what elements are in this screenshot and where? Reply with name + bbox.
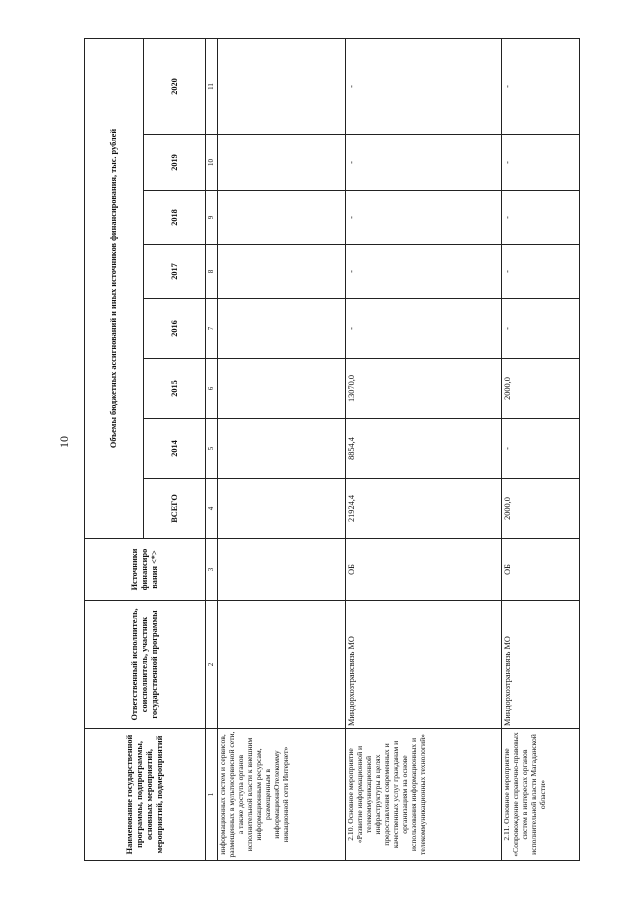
column-number: 1 [206, 729, 218, 861]
header-year: 2020 [144, 38, 206, 134]
row-value: - [502, 419, 580, 479]
table-row [502, 38, 580, 860]
header-year: 2014 [144, 419, 206, 479]
column-number: 6 [206, 359, 218, 419]
row-value: - [346, 135, 502, 191]
header-source: Источники финансиро вания <*> [85, 539, 206, 601]
row-name: информационных систем и сервисов, размещенных в мультисервисной сети, а также доступа органов исполнительной власти к внешним информационным ресурсам, размещенным в информационнОтелекомму никационной сети Интернет» [218, 729, 346, 861]
column-number: 10 [206, 135, 218, 191]
page-number: 10 [57, 436, 71, 448]
row-value: 2000,0 [502, 479, 580, 539]
row-value: - [346, 191, 502, 245]
row-value [218, 135, 346, 191]
row-value [218, 479, 346, 539]
row-value: - [502, 245, 580, 299]
header-year: 2019 [144, 135, 206, 191]
row-executor: Миндорхозтрансвязь МО [346, 601, 502, 729]
row-source: ОБ [502, 539, 580, 601]
row-executor: Миндорхозтрансвязь МО [502, 601, 580, 729]
row-value [218, 245, 346, 299]
header-year: 2016 [144, 299, 206, 359]
row-value [218, 38, 346, 134]
financing-table [84, 38, 580, 861]
row-value [218, 419, 346, 479]
row-value [218, 191, 346, 245]
column-number: 8 [206, 245, 218, 299]
row-value: - [346, 38, 502, 134]
row-executor [218, 601, 346, 729]
column-number: 3 [206, 539, 218, 601]
row-value: 13070,0 [346, 359, 502, 419]
header-year: 2015 [144, 359, 206, 419]
row-value: - [346, 245, 502, 299]
column-number: 9 [206, 191, 218, 245]
header-name: Наименование государственной программы, подпрограммы, основных мероприятий, мероприятий, подмероприятий [85, 729, 206, 861]
header-volumes: Объемы бюджетных ассигнований и иных источников финансирования, тыс. рублей [85, 38, 144, 538]
header-year: 2017 [144, 245, 206, 299]
header-total: ВСЕГО [144, 479, 206, 539]
row-value [218, 299, 346, 359]
row-source: ОБ [346, 539, 502, 601]
row-name: 2.11. Основное мероприятие «Сопровождение справочно-правовых систем в интересах органов исполнительной власти Магаданской области» [502, 729, 580, 861]
header-executor: Ответственный исполнитель, соисполнитель, участник государственной программы [85, 601, 206, 729]
rotated-table-container [84, 39, 552, 861]
row-value: 2000,0 [502, 359, 580, 419]
table-row [218, 38, 346, 860]
row-value: - [502, 299, 580, 359]
column-number: 11 [206, 38, 218, 134]
row-source [218, 539, 346, 601]
row-value: - [502, 38, 580, 134]
row-value: 21924,4 [346, 479, 502, 539]
row-value: - [502, 135, 580, 191]
header-year: 2018 [144, 191, 206, 245]
table-row [346, 38, 502, 860]
row-value: - [346, 299, 502, 359]
row-value [218, 359, 346, 419]
column-number: 4 [206, 479, 218, 539]
row-value: - [502, 191, 580, 245]
column-number: 5 [206, 419, 218, 479]
column-number: 7 [206, 299, 218, 359]
row-name: 2.10. Основное мероприятие «Развитие информационной и телекоммуникационной инфраструктуры в целях предоставления современных и качественных услуг гражданам и организациям на основе использования информационных и телекоммуникационных технологий» [346, 729, 502, 861]
row-value: 8854,4 [346, 419, 502, 479]
column-number: 2 [206, 601, 218, 729]
